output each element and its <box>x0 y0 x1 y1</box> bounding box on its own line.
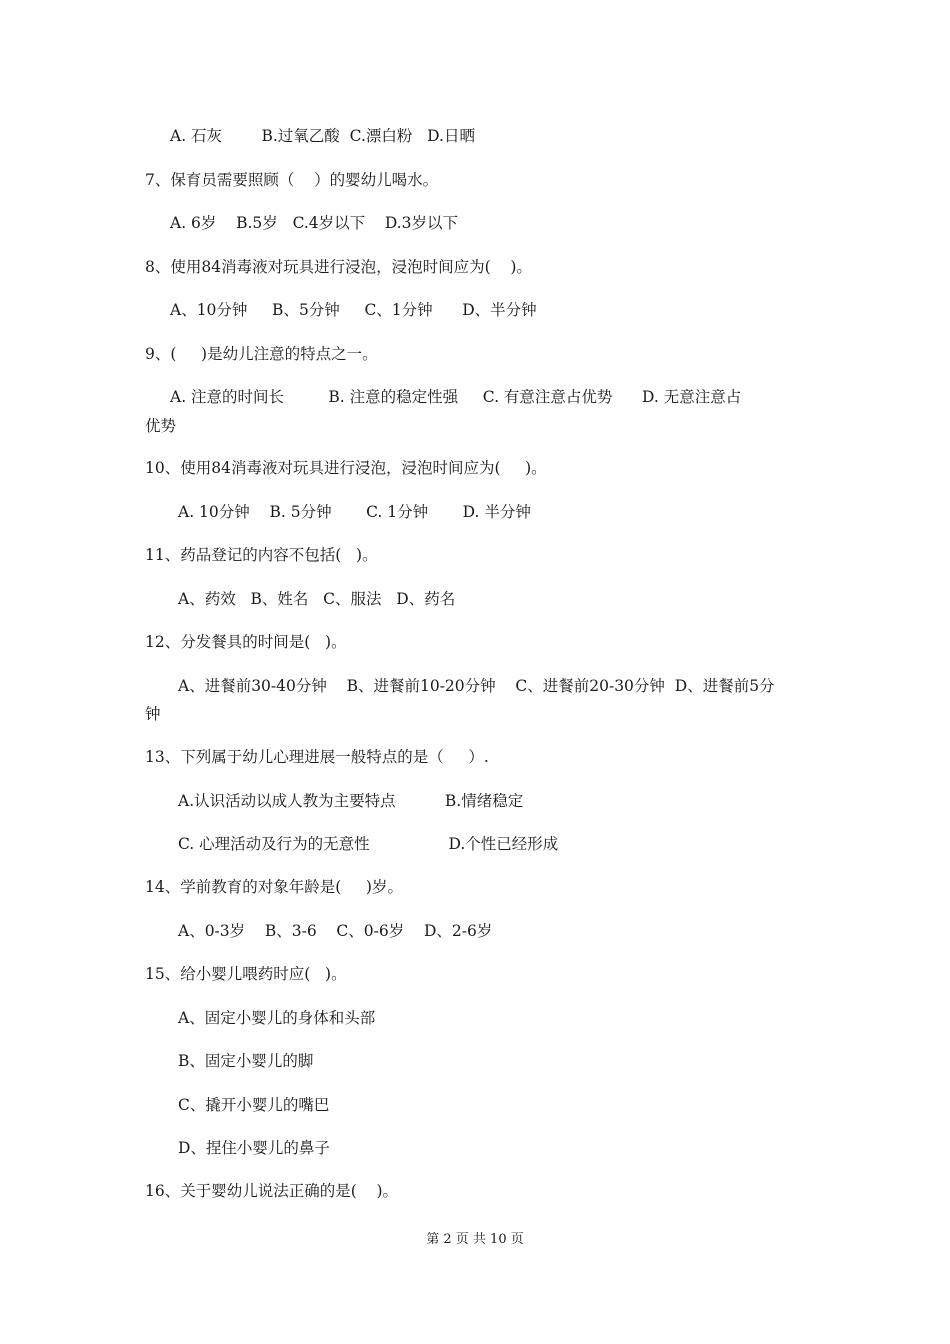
q12-options: A、进餐前30-40分钟 B、进餐前10-20分钟 C、进餐前20-30分钟 D、进餐前5分 <box>178 677 775 695</box>
q13-options-ab: A.认识活动以成人教为主要特点 B.情绪稳定 <box>178 792 524 810</box>
q8-options: A、10分钟 B、5分钟 C、1分钟 D、半分钟 <box>170 301 537 319</box>
q16-question: 16、关于婴幼儿说法正确的是( )。 <box>145 1182 399 1200</box>
q11-question: 11、药品登记的内容不包括( )。 <box>145 546 378 564</box>
q14-options: A、0-3岁 B、3-6 C、0-6岁 D、2-6岁 <box>178 922 493 940</box>
q13-question: 13、下列属于幼儿心理进展一般特点的是（ ）. <box>145 748 489 766</box>
q15-option-a: A、固定小婴儿的身体和头部 <box>178 1009 376 1027</box>
q15-option-b: B、固定小婴儿的脚 <box>178 1052 314 1070</box>
q14-question: 14、学前教育的对象年龄是( )岁。 <box>145 878 403 896</box>
q9-question: 9、( )是幼儿注意的特点之一。 <box>145 345 378 363</box>
q9-options: A. 注意的时间长 B. 注意的稳定性强 C. 有意注意占优势 D. 无意注意占 <box>170 388 742 406</box>
q11-options: A、药效 B、姓名 C、服法 D、药名 <box>178 590 456 608</box>
q15-option-c: C、撬开小婴儿的嘴巴 <box>178 1096 330 1114</box>
q8-question: 8、使用84消毒液对玩具进行浸泡，浸泡时间应为( )。 <box>145 258 532 276</box>
q12-question: 12、分发餐具的时间是( )。 <box>145 633 347 651</box>
q10-options: A. 10分钟 B. 5分钟 C. 1分钟 D. 半分钟 <box>178 503 531 521</box>
q13-options-cd: C. 心理活动及行为的无意性 D.个性已经形成 <box>178 835 559 853</box>
q7-question: 7、保育员需要照顾（ ）的婴幼儿喝水。 <box>145 171 439 189</box>
q9-options-wrap: 优势 <box>145 417 177 435</box>
q12-options-wrap: 钟 <box>145 705 161 723</box>
q15-question: 15、给小婴儿喂药时应( )。 <box>145 965 347 983</box>
q15-option-d: D、捏住小婴儿的鼻子 <box>178 1139 330 1157</box>
q6-options: A. 石灰 B.过氧乙酸 C.漂白粉 D.日晒 <box>170 127 475 145</box>
q10-question: 10、使用84消毒液对玩具进行浸泡，浸泡时间应为( )。 <box>145 459 547 477</box>
page-footer: 第 2 页 共 10 页 <box>426 1232 524 1247</box>
q7-options: A. 6岁 B.5岁 C.4岁以下 D.3岁以下 <box>170 214 459 232</box>
